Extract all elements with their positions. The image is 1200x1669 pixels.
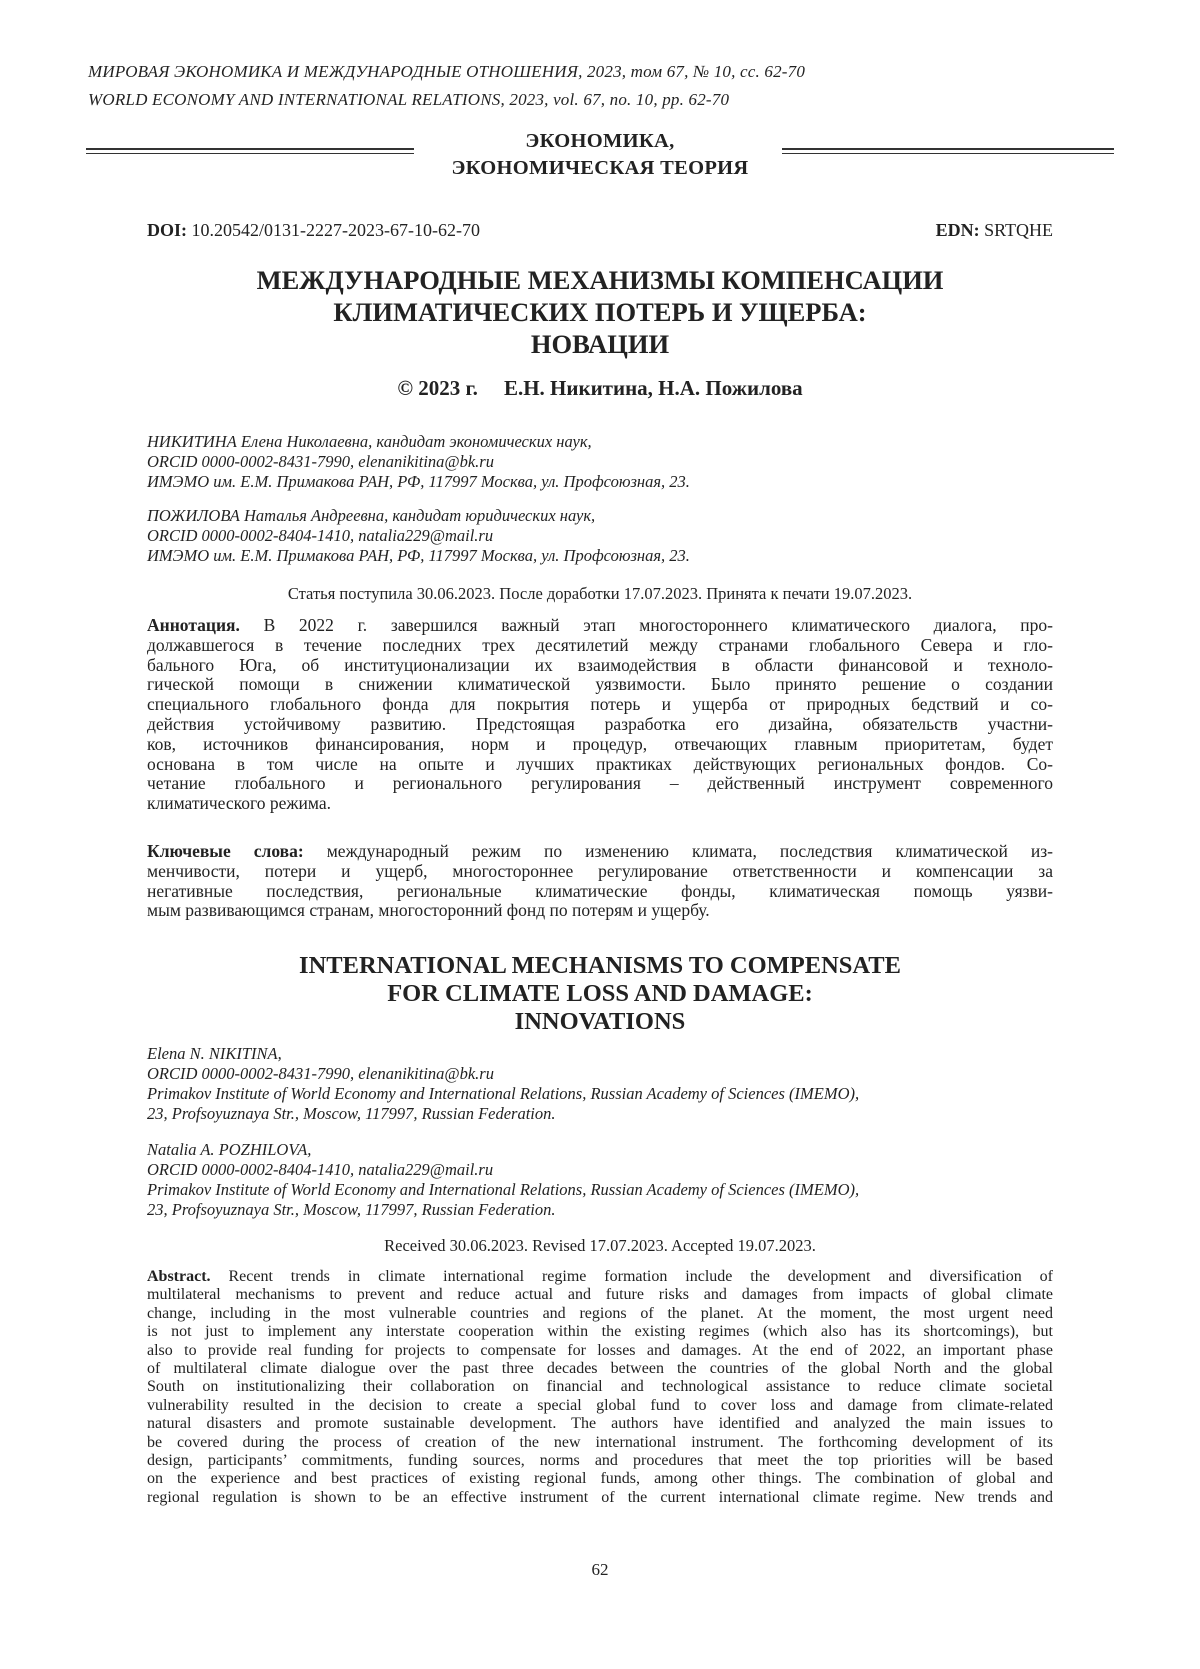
section-rule-left: [86, 148, 414, 154]
journal-citation-ru: МИРОВАЯ ЭКОНОМИКА И МЕЖДУНАРОДНЫЕ ОТНОШЕНИЯ, 2023, том 67, № 10, сс. 62-70: [88, 62, 806, 81]
author-affiliation-en: [147, 1044, 1067, 1124]
abstract-line: ков, источников финансирования, норм и процедур, отвечающих главным приоритетам, будет: [147, 733, 1053, 754]
abstract-text: Recent trends in climate international regime formation include the development and diversification of: [210, 1268, 1053, 1285]
abstract-line: гической помощи в снижении климатической уязвимости. Было принято решение о создании: [147, 674, 1053, 695]
author-institution: Primakov Institute of World Economy and International Relations, Russian Academy of Sciences (IMEMO),: [147, 1180, 860, 1199]
abstract-line: regional regulation is shown to be an effective instrument of the current international climate regime. New trends and: [147, 1488, 1053, 1506]
abstract-ru: [147, 616, 1053, 814]
keywords-text: международный режим по изменению климата, последствия климатической из-: [303, 841, 1053, 861]
abstract-line: vulnerability resulted in the decision to create a special global fund to cover loss and damage from climate-related: [147, 1396, 1053, 1414]
title-line: КЛИМАТИЧЕСКИХ ПОТЕРЬ И УЩЕРБА:: [333, 297, 867, 327]
page-number: 62: [591, 1560, 609, 1579]
author-orcid-email: ORCID 0000-0002-8431-7990, elenanikitina@bk.ru: [147, 452, 494, 471]
abstract-line: multilateral mechanisms to prevent and reduce actual and future risks and damages from impacts of global climate: [147, 1286, 1053, 1304]
title-line: INNOVATIONS: [514, 1008, 686, 1035]
article-title-ru: [100, 264, 1100, 360]
title-line: НОВАЦИИ: [530, 329, 670, 359]
abstract-line: is not just to implement any interstate cooperation within the existing regimes (which also has its shortcomings), but: [147, 1323, 1053, 1341]
keywords-line: мым развивающимся странам, многосторонний фонд по потерям и ущербу.: [147, 900, 710, 921]
abstract-line: действия устойчивому развитию. Предстоящая разработка его дизайна, обязательств участни-: [147, 713, 1053, 734]
section-title: [400, 128, 800, 182]
author-affiliation-en: [147, 1140, 1067, 1220]
submission-dates-en: Received 30.06.2023. Revised 17.07.2023. Accepted 19.07.2023.: [384, 1236, 816, 1255]
doi: [147, 220, 480, 241]
author-orcid-email: ORCID 0000-0002-8431-7990, elenanikitina@bk.ru: [147, 1064, 494, 1083]
keywords-line: менчивости, потери и ущерб, многостороннее регулирование ответственности и компенсации за: [147, 860, 1053, 881]
author-institution: Primakov Institute of World Economy and International Relations, Russian Academy of Sciences (IMEMO),: [147, 1084, 860, 1103]
title-line: FOR CLIMATE LOSS AND DAMAGE:: [387, 980, 813, 1007]
abstract-label: Abstract.: [147, 1268, 211, 1285]
author-address: 23, Profsoyuznaya Str., Moscow, 117997, Russian Federation.: [147, 1104, 556, 1123]
keywords-line: [147, 842, 1053, 862]
article-title-en: [100, 952, 1100, 1036]
abstract-line: бального Юга, об институционализации их взаимодействия в области финансовой и техноло-: [147, 654, 1053, 675]
author-orcid-email: ORCID 0000-0002-8404-1410, natalia229@mail.ru: [147, 526, 494, 545]
authors-byline: [100, 376, 1100, 401]
author-institution: ИМЭМО им. Е.М. Примакова РАН, РФ, 117997 Москва, ул. Профсоюзная, 23.: [147, 546, 690, 565]
keywords-line: негативные последствия, региональные климатические фонды, климатическая помощь уязви-: [147, 880, 1053, 901]
doi-value: 10.20542/0131-2227-2023-67-10-62-70: [191, 220, 480, 240]
abstract-line: [147, 1268, 1053, 1286]
author-affiliation-ru: [147, 432, 1067, 492]
author-names: Е.Н. Никитина, Н.А. Пожилова: [503, 376, 803, 400]
submission-dates-ru: Статья поступила 30.06.2023. После доработки 17.07.2023. Принята к печати 19.07.2023.: [287, 584, 913, 603]
section-title-line: ЭКОНОМИЧЕСКАЯ ТЕОРИЯ: [451, 157, 749, 179]
abstract-line: South on institutionalizing their collaboration on financial and technological assistance to reduce climate societal: [147, 1378, 1053, 1396]
author-address: 23, Profsoyuznaya Str., Moscow, 117997, Russian Federation.: [147, 1200, 556, 1219]
keywords-ru: [147, 842, 1053, 921]
abstract-line: четание глобального и регионального регулирования – действенный инструмент современного: [147, 773, 1053, 794]
keywords-label: Ключевые слова:: [147, 841, 304, 861]
title-line: МЕЖДУНАРОДНЫЕ МЕХАНИЗМЫ КОМПЕНСАЦИИ: [256, 265, 944, 295]
abstract-line: of multilateral climate dialogue over the past three decades between the countries of the global North and the global: [147, 1360, 1053, 1378]
abstract-text: В 2022 г. завершился важный этап многостороннего климатического диалога, про-: [239, 615, 1053, 635]
abstract-line: on the experience and best practices of existing regional funds, among other things. The combination of global and: [147, 1470, 1053, 1488]
abstract-line: должавшегося в течение последних трех десятилетий между странами глобального Севера и гло-: [147, 634, 1053, 655]
journal-citation-en: WORLD ECONOMY AND INTERNATIONAL RELATIONS, 2023, vol. 67, no. 10, pp. 62-70: [88, 90, 730, 109]
author-institution: ИМЭМО им. Е.М. Примакова РАН, РФ, 117997 Москва, ул. Профсоюзная, 23.: [147, 472, 690, 491]
title-line: INTERNATIONAL MECHANISMS TO COMPENSATE: [299, 952, 901, 979]
author-name: Natalia A. POZHILOVA,: [147, 1140, 312, 1159]
edn-label: EDN:: [935, 220, 980, 240]
abstract-line: be covered during the process of creation of the new international instrument. The forthcoming development of its: [147, 1433, 1053, 1451]
section-heading: [0, 128, 1200, 188]
author-name: Elena N. NIKITINA,: [147, 1044, 282, 1063]
abstract-line: design, participants’ commitments, funding sources, norms and procedures that meet the top priorities will be based: [147, 1452, 1053, 1470]
abstract-line: основана в том числе на опыте и лучших практиках действующих региональных фондов. Со-: [147, 753, 1053, 774]
abstract-label: Аннотация.: [147, 615, 240, 635]
abstract-line: also to provide real funding for projects to compensate for losses and damages. At the end of 2022, an important phase: [147, 1341, 1053, 1359]
abstract-line: natural disasters and promote sustainable development. The authors have identified and analyzed the main issues to: [147, 1415, 1053, 1433]
author-name-degree: НИКИТИНА Елена Николаевна, кандидат экономических наук,: [147, 432, 592, 451]
abstract-line: change, including in the most vulnerable countries and regions of the planet. At the moment, the most urgent need: [147, 1304, 1053, 1322]
section-title-line: ЭКОНОМИКА,: [525, 130, 675, 152]
section-rule-right: [782, 148, 1114, 154]
doi-label: DOI:: [147, 220, 187, 240]
author-affiliation-ru: [147, 506, 1067, 566]
abstract-line: [147, 616, 1053, 636]
abstract-en: [147, 1268, 1053, 1507]
edn: [936, 220, 1053, 241]
edn-value: SRTQHE: [984, 220, 1053, 240]
author-orcid-email: ORCID 0000-0002-8404-1410, natalia229@mail.ru: [147, 1160, 494, 1179]
abstract-line: специального глобального фонда для покрытия потерь и ущерба от природных бедствий и со-: [147, 694, 1053, 715]
author-name-degree: ПОЖИЛОВА Наталья Андреевна, кандидат юридических наук,: [147, 506, 596, 525]
abstract-line: климатического режима.: [147, 793, 331, 814]
copyright-year: © 2023 г.: [397, 376, 478, 400]
